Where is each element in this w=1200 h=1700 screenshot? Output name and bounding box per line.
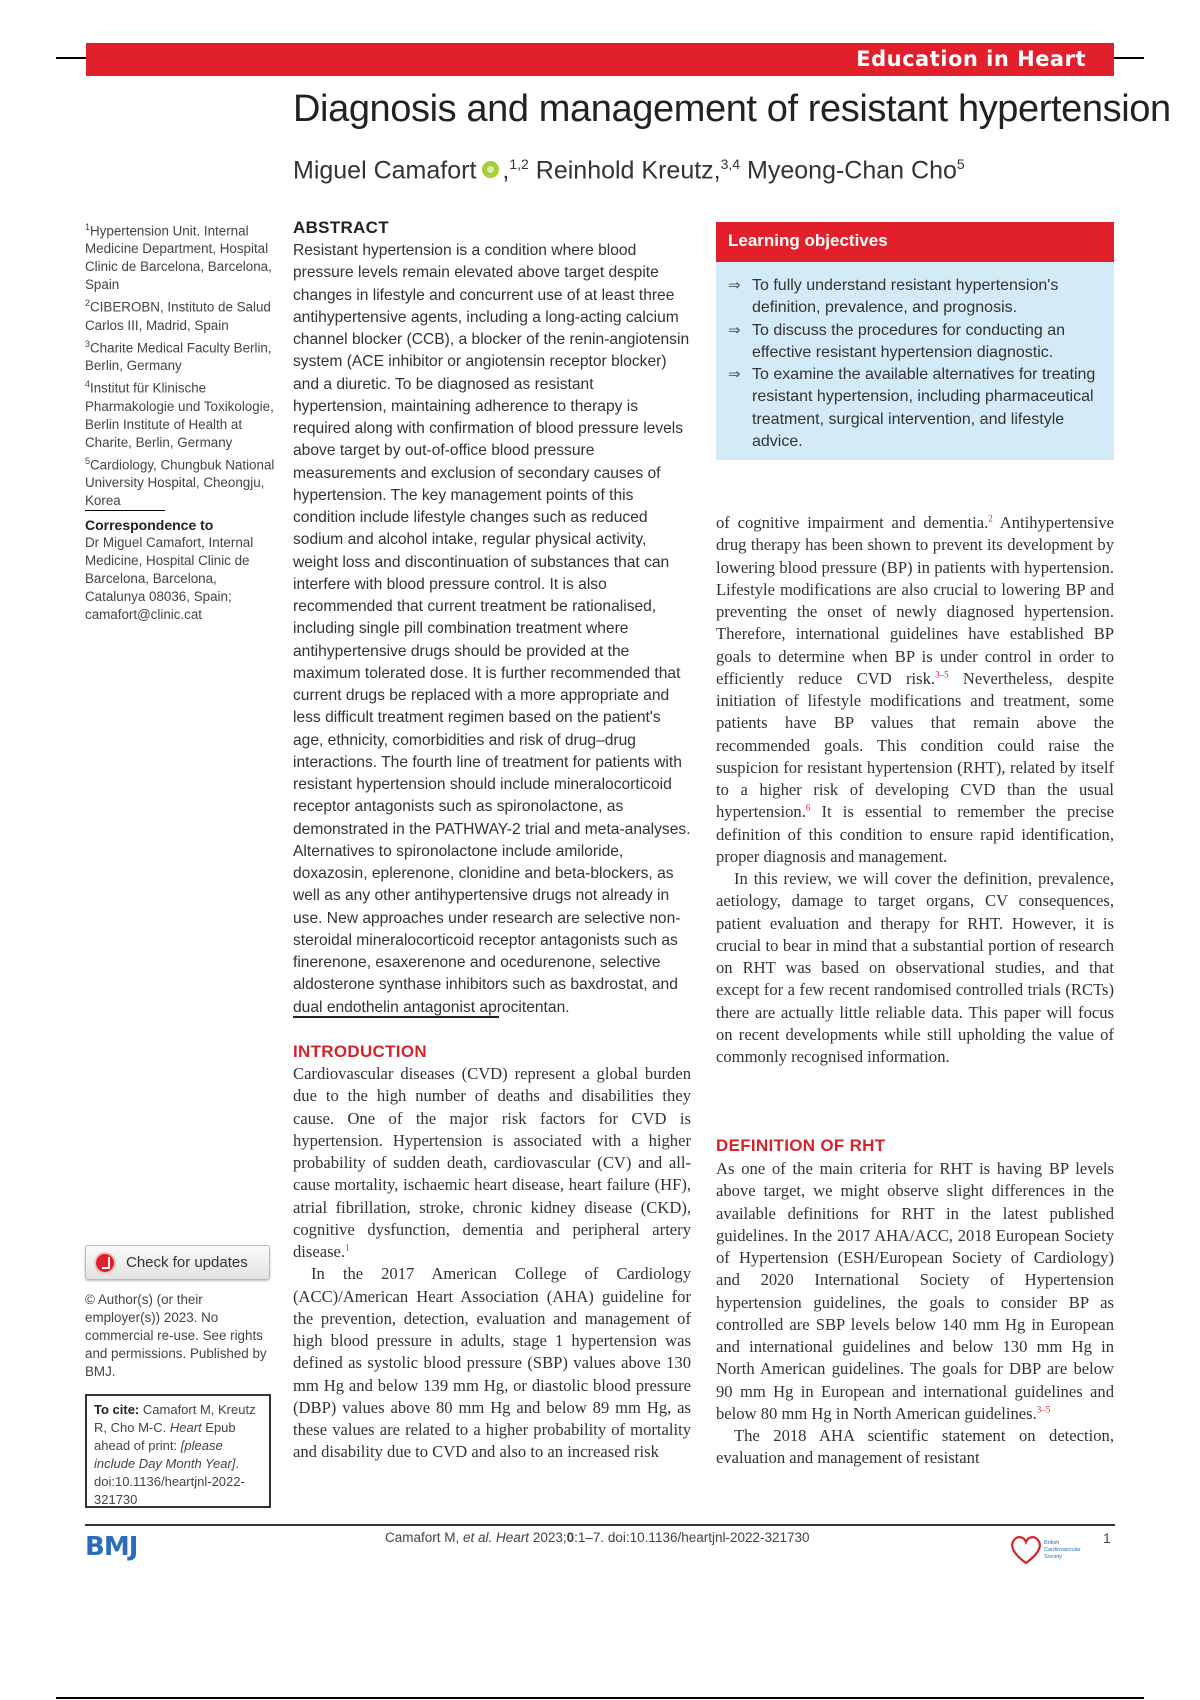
introduction-column-2: [716, 512, 1114, 1068]
affiliation: [85, 452, 275, 510]
author-affiliation-sup: 1,2: [509, 156, 529, 172]
section-label: Education in Heart: [856, 47, 1086, 71]
introduction-heading: INTRODUCTION: [293, 1042, 427, 1061]
affiliation-sup: 1: [85, 222, 91, 232]
affiliations: [85, 218, 275, 510]
author-name[interactable]: Miguel Camafort: [293, 156, 477, 185]
affiliation-sup: 2: [85, 298, 91, 309]
crossmark-icon: [94, 1252, 116, 1274]
reference-link[interactable]: 3–5: [935, 669, 949, 680]
footer-citation-journal: Heart: [492, 1530, 530, 1545]
introduction-column-1: [293, 1063, 691, 1464]
learning-objective-item: [728, 275, 1104, 320]
affiliation-text: CIBEROBN, Instituto de Salud Carlos III, Madrid, Spain: [85, 299, 271, 333]
margin-divider: [85, 510, 165, 511]
society-logo-text: Cardiovascular: [1044, 1547, 1081, 1553]
cite-journal: Heart: [169, 1420, 202, 1435]
paragraph: [716, 512, 1114, 868]
society-logo-text: Society: [1044, 1554, 1063, 1560]
paragraph: [716, 1158, 1114, 1425]
arrow-right-icon: ⇒: [728, 366, 741, 383]
paragraph-text: As one of the main criteria for RHT is having BP levels above target, we might observe slight differences in the available definitions for RHT in the latest published guidelines. In the 2017 AHA/ACC, 2018 European Society of Hypertension (ESH/European Society of Cardiology) and 2020 International Society of Hypertension hypertension guidelines, the goals to consider BP as controlled are SBP levels below 140 mm Hg in European and international guidelines and below 130 mm Hg in North American guidelines. The goals for DBP are below 90 mm Hg in European and international guidelines and below 80 mm Hg in North American guidelines.: [716, 1159, 1114, 1423]
orcid-icon[interactable]: [482, 161, 499, 178]
affiliation: [85, 335, 275, 375]
abstract-divider: [293, 1016, 499, 1018]
affiliation-text: Charite Medical Faculty Berlin, Berlin, Germany: [85, 340, 272, 374]
learning-objective-text: To examine the available alternatives for treating resistant hypertension, including pharmaceutical treatment, surgical intervention, and lifestyle advice.: [752, 366, 1096, 450]
learning-objectives-box: [716, 262, 1114, 460]
abstract: [293, 218, 691, 1019]
affiliation-sup: 4: [85, 379, 91, 390]
paragraph: [293, 1063, 691, 1263]
paragraph-text: Nevertheless, despite initiation of lifestyle modifications and treatment, some patients have BP values that remain above the recommended goals. This condition could raise the suspicion for resistant hypertension (RHT), related by itself to a higher risk of developing CVD than the usual hypertension.: [716, 668, 1114, 822]
heart-icon: [1012, 1537, 1040, 1563]
affiliation-sup: 5: [85, 455, 91, 466]
author-affiliation-sup: 5: [956, 156, 965, 172]
cite-doi[interactable]: . doi:10.1136/heartjnl-2022-321730: [94, 1456, 245, 1507]
reference-link[interactable]: 6: [805, 802, 811, 813]
reference-link[interactable]: 1: [345, 1242, 350, 1253]
paragraph-text: of cognitive impairment and dementia.: [716, 513, 989, 532]
cite-placeholder: [please include Day Month Year]: [94, 1438, 236, 1471]
cite-tail: Epub ahead of print:: [94, 1420, 236, 1453]
reference-link[interactable]: 3–5: [1036, 1404, 1051, 1415]
footer-rule: [85, 1524, 1115, 1526]
footer-citation-text: Camafort M,: [385, 1530, 460, 1545]
footer-citation-volume: 0: [566, 1530, 575, 1545]
society-logo-text: British: [1044, 1540, 1060, 1546]
correspondence: [85, 516, 275, 624]
paragraph-text: Cardiovascular diseases (CVD) represent a global burden due to the high number of deaths and disabilities they cause. One of the major risk factors for CVD is hypertension. Hypertension is associated with a higher probability of sudden death, cardiovascular (CV) and all-cause mortality, ischaemic heart disease, heart failure (HF), atrial fibrillation, stroke, chronic kidney disease (CKD), cognitive dysfunction, dementia and peripheral artery disease.: [293, 1064, 691, 1261]
abstract-text: Resistant hypertension is a condition where blood pressure levels remain elevated above target despite changes in lifestyle and concurrent use of at least three antihypertensive agents, including a long-acting calcium channel blocker (CCB), a blocker of the renin-angiotensin system (ACE inhibitor or angiotensin receptor blocker) and a diuretic. To be diagnosed as resistant hypertension, maintaining adherence to therapy is required along with confirmation of blood pressure levels above target by out-of-office blood pressure measurements and exclusion of secondary causes of hypertension. The key management points of this condition include lifestyle changes such as reduced sodium and alcohol intake, regular physical activity, weight loss and discontinuation of substances that can interfere with blood pressure control. It is also recommended that current treatment be rationalised, including single pill combination treatment where antihypertensive drugs should be provided at the maximum tolerated dose. It is further recommended that current drugs be replaced with a more appropriate and less difficult treatment regimen based on the patient's age, ethnicity, comorbidities and risk of drug–drug interactions. The fourth line of treatment for patients with resistant hypertension should include mineralocorticoid receptor antagonists such as spironolactone, as demonstrated in the PATHWAY-2 trial and meta-analyses. Alternatives to spironolactone include amiloride, doxazosin, eplerenone, clonidine and beta-blockers, as well as any other antihypertensive drugs not already in use. New approaches under research are selective non-steroidal mineralocorticoid receptor antagonists such as finerenone, esaxerenone and ocedurenone, selective aldosterone synthase inhibitors such as baxdrostat, and dual endothelin antagonist aprocitentan.: [293, 242, 691, 1016]
affiliation-sup: 3: [85, 338, 91, 349]
arrow-right-icon: ⇒: [728, 321, 741, 339]
author-list: Miguel Camafort ,$^{1,2}$ Reinhold Kreutz,$^{3,4}$ Myeong-Chan Cho$^5$: [293, 156, 965, 185]
paragraph-text: It is essential to remember the precise definition of this condition to ensure rapid identification, proper diagnosis and management.: [716, 802, 1114, 866]
copyright-notice: © Author(s) (or their employer(s)) 2023. No commercial re-use. See rights and permissions. Published by BMJ.: [85, 1292, 267, 1379]
abstract-heading: ABSTRACT: [293, 218, 389, 237]
affiliation-text: Hypertension Unit. Internal Medicine Department, Hospital Clinic de Barcelona, Barcelona, Spain: [85, 223, 272, 293]
section-banner: [86, 43, 1114, 76]
cite-text: Camafort M, Kreutz R, Cho M-C.: [94, 1402, 256, 1435]
learning-objectives-heading: Learning objectives: [716, 222, 1114, 262]
definition-heading: DEFINITION OF RHT: [716, 1136, 886, 1155]
learning-objective-text: To discuss the procedures for conducting an effective resistant hypertension diagnostic.: [752, 321, 1066, 361]
society-heart-logo[interactable]: [1008, 1531, 1088, 1567]
bmj-logo[interactable]: BMJ: [85, 1532, 138, 1562]
author-name[interactable]: Reinhold Kreutz,: [535, 156, 721, 185]
author-name[interactable]: Myeong-Chan Cho: [747, 156, 957, 185]
reference-link[interactable]: 2: [988, 513, 993, 524]
check-for-updates-button[interactable]: [85, 1245, 270, 1280]
check-for-updates-label: Check for updates: [126, 1254, 248, 1271]
paragraph: The 2018 AHA scientific statement on detection, evaluation and management of resistant: [716, 1426, 1114, 1468]
paragraph: In the 2017 American College of Cardiology (ACC)/American Heart Association (AHA) guideline for the prevention, detection, evaluation and management of high blood pressure in adults, stage 1 hypertension was defined as systolic blood pressure (SBP) values above 130 mm Hg and below 139 mm Hg, or diastolic blood pressure (DBP) values above 80 mm Hg and below 89 mm Hg, as these values are related to a higher probability of mortality and disability due to CVD and also to an increased risk: [293, 1264, 691, 1462]
paragraph: In this review, we will cover the definition, prevalence, aetiology, damage to target organs, CV consequences, patient evaluation and therapy for RHT. However, it is crucial to bear in mind that a substantial portion of research on RHT was based on observational studies, and that except for a few recent randomised controlled trials (RCTs) there are actually little reliable data. This paper will focus on recent developments while still upholding the value of commonly recognised information.: [716, 869, 1114, 1066]
affiliation: [85, 375, 275, 451]
correspondence-text[interactable]: Dr Miguel Camafort, Internal Medicine, Hospital Clinic de Barcelona, Barcelona, Catalunya 08036, Spain; camafort@clinic.cat: [85, 535, 254, 622]
footer-citation-doi[interactable]: :1–7. doi:10.1136/heartjnl-2022-321730: [574, 1530, 810, 1545]
page-number: 1: [1103, 1530, 1111, 1546]
cite-label: To cite:: [94, 1402, 140, 1417]
footer-citation-text: 2023;: [529, 1530, 567, 1545]
learning-objective-item: [728, 364, 1104, 453]
affiliation-text: Cardiology, Chungbuk National University Hospital, Cheongju, Korea: [85, 457, 275, 509]
paragraph-text: Antihypertensive drug therapy has been shown to prevent its development by lowering blood pressure (BP) in patients with hypertension. Lifestyle modifications are also crucial to lowering BP and preventing the onset of newly diagnosed hypertension. Therefore, international guidelines have established BP goals to determine when BP is under control in order to efficiently reduce CVD risk.: [716, 513, 1114, 688]
article-title: Diagnosis and management of resistant hypertension: [293, 88, 1171, 130]
bottom-rule: [56, 1697, 1144, 1699]
learning-objective-item: [728, 320, 1104, 365]
affiliation: [85, 294, 275, 334]
affiliation-text: Institut für Klinische Pharmakologie und Toxikologie, Berlin Institute of Health at Charite, Berlin, Germany: [85, 380, 274, 450]
cite-box: [85, 1394, 271, 1508]
learning-objective-text: To fully understand resistant hypertension's definition, prevalence, and prognosis.: [752, 277, 1059, 317]
affiliation: [85, 218, 275, 294]
author-affiliation-sup: 3,4: [720, 156, 741, 172]
footer-citation-etal: et al.: [459, 1530, 493, 1545]
arrow-right-icon: ⇒: [728, 277, 741, 294]
footer-citation: [385, 1530, 810, 1545]
correspondence-heading: Correspondence to: [85, 517, 214, 533]
definition-section: [716, 1158, 1114, 1470]
